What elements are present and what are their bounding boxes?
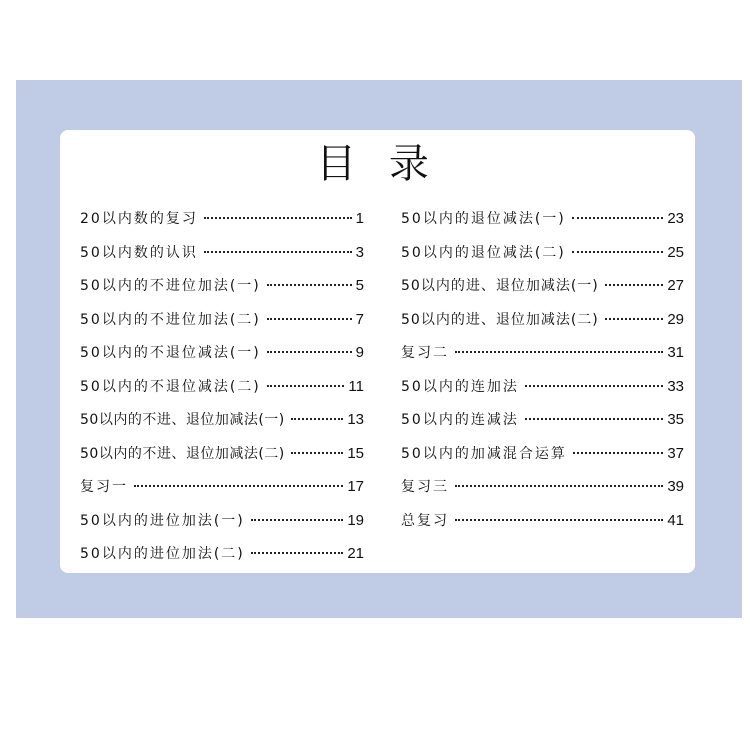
toc-entry-label: 50以内的不进位加法(二) [80, 311, 261, 328]
toc-entry-page: 35 [667, 411, 684, 428]
toc-entry-page: 21 [347, 545, 364, 562]
dot-leader [573, 452, 663, 454]
toc-entry-label: 20以内数的复习 [80, 211, 198, 227]
toc-entry-page: 15 [347, 444, 364, 462]
toc-entry-label: 50以内的进位加法(一) [80, 512, 245, 529]
toc-entry-page: 23 [667, 210, 684, 227]
toc-entry-label: 总复习 [401, 512, 449, 529]
dot-leader [572, 217, 664, 219]
toc-entry-page: 5 [355, 277, 364, 294]
toc-entry[interactable] [401, 202, 684, 236]
toc-entry-label: 50以内数的认识 [80, 244, 198, 261]
toc-entry[interactable] [80, 504, 364, 538]
toc-entry-page: 17 [347, 478, 364, 495]
toc-entry-page: 25 [667, 243, 684, 261]
toc-entry-label: 复习一 [80, 479, 128, 495]
toc-entry[interactable] [401, 504, 684, 538]
dot-leader [455, 351, 663, 353]
toc-entry-label: 50以内的进、退位加减法(一) [401, 278, 599, 294]
toc-entry[interactable] [80, 470, 364, 504]
toc-entry-label: 50以内的加减混合运算 [401, 445, 567, 462]
dot-leader [455, 519, 663, 521]
toc-entry-label: 50以内的连加法 [401, 378, 519, 395]
toc-entry-label: 复习三 [401, 479, 449, 495]
dot-leader [572, 251, 664, 253]
toc-column-left [80, 202, 364, 571]
dot-leader [291, 418, 344, 420]
dot-leader [204, 251, 352, 253]
toc-entry[interactable] [80, 336, 364, 370]
toc-entry-label: 50以内的进位加法(二) [80, 546, 245, 562]
toc-entry[interactable] [401, 236, 684, 270]
toc-entry-page: 27 [667, 277, 684, 294]
toc-entry-label: 50以内的连减法 [401, 412, 519, 428]
toc-entry[interactable] [80, 437, 364, 471]
toc-entry[interactable] [401, 370, 684, 404]
toc-entry[interactable] [80, 403, 364, 437]
toc-entry[interactable] [80, 303, 364, 337]
dot-leader [291, 452, 344, 454]
dot-leader [204, 217, 352, 219]
page-title: 目 录 [316, 141, 439, 187]
toc-entry-page: 7 [355, 310, 364, 328]
dot-leader [525, 385, 663, 387]
toc-entry-page: 19 [347, 511, 364, 529]
toc-entry-page: 33 [667, 377, 684, 395]
toc-entry-label: 50以内的退位减法(一) [401, 211, 566, 227]
toc-entry[interactable] [401, 336, 684, 370]
toc-entry[interactable] [401, 437, 684, 471]
dot-leader [525, 418, 663, 420]
toc-entry-page: 31 [667, 344, 684, 361]
toc-entry-page: 11 [348, 377, 364, 395]
dot-leader [455, 485, 663, 487]
toc-entry-label: 50以内的不退位减法(一) [80, 345, 261, 361]
dot-leader [267, 351, 352, 353]
dot-leader [267, 385, 345, 387]
toc-entry-label: 50以内的不退位减法(二) [80, 378, 261, 395]
toc-entry-label: 50以内的退位减法(二) [401, 244, 566, 261]
toc-entry-label: 复习二 [401, 345, 449, 361]
toc-entry-label: 50以内的不进位加法(一) [80, 278, 261, 294]
toc-entry-page: 9 [355, 344, 364, 361]
dot-leader [267, 318, 352, 320]
toc-column-right [401, 202, 684, 537]
toc-entry[interactable] [80, 202, 364, 236]
toc-entry[interactable] [80, 236, 364, 270]
toc-entry-page: 41 [667, 511, 684, 529]
toc-entry[interactable] [401, 403, 684, 437]
dot-leader [134, 485, 343, 487]
toc-entry[interactable] [80, 370, 364, 404]
toc-entry-page: 39 [667, 478, 684, 495]
toc-entry[interactable] [401, 303, 684, 337]
toc-entry-page: 13 [347, 411, 364, 428]
toc-entry-label: 50以内的不进、退位加减法(一) [80, 412, 285, 428]
toc-entry[interactable] [401, 269, 684, 303]
toc-entry[interactable] [80, 537, 364, 571]
dot-leader [605, 318, 664, 320]
dot-leader [251, 519, 344, 521]
dot-leader [605, 284, 664, 286]
toc-entry-page: 1 [355, 210, 364, 227]
toc-entry[interactable] [80, 269, 364, 303]
toc-entry[interactable] [401, 470, 684, 504]
dot-leader [267, 284, 352, 286]
dot-leader [251, 552, 344, 554]
toc-entry-page: 3 [355, 243, 364, 261]
toc-entry-page: 37 [667, 444, 684, 462]
toc-entry-label: 50以内的不进、退位加减法(二) [80, 445, 285, 462]
toc-entry-page: 29 [667, 310, 684, 328]
toc-entry-label: 50以内的进、退位加减法(二) [401, 311, 599, 328]
